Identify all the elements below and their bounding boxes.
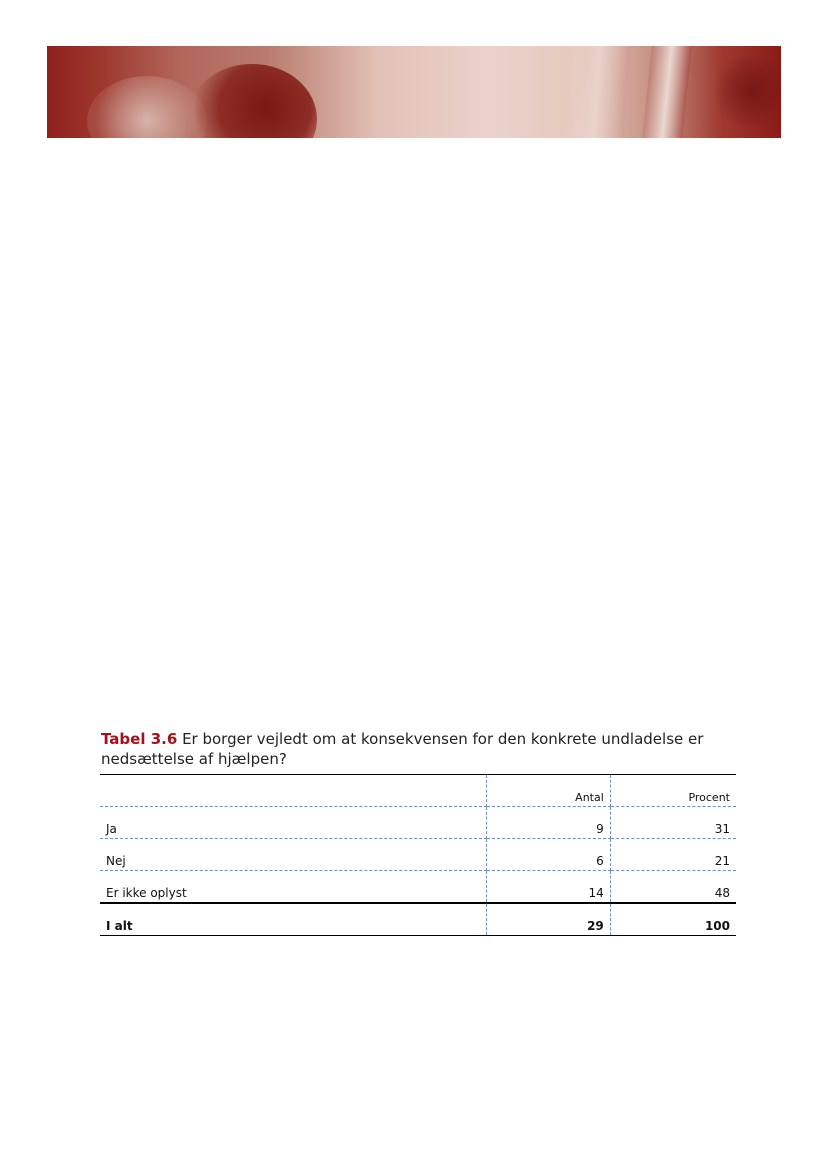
header-cell-procent: Procent [610, 775, 736, 807]
table-row [100, 871, 736, 904]
table-caption [101, 729, 741, 769]
header-cell-label [100, 775, 486, 807]
row-label: Nej [100, 839, 486, 871]
table-number: Tabel 3.6 [101, 730, 178, 748]
total-procent: 100 [610, 903, 736, 936]
table-row [100, 839, 736, 871]
header-banner-image [47, 46, 781, 138]
table-title: Er borger vejledt om at konsekvensen for den konkrete undladelse er nedsættelse af hjælpen? [101, 730, 704, 768]
table-row [100, 807, 736, 839]
total-antal: 29 [486, 903, 610, 936]
header-cell-antal: Antal [486, 775, 610, 807]
row-antal: 14 [486, 871, 610, 904]
table-total-row [100, 903, 736, 936]
row-procent: 21 [610, 839, 736, 871]
row-label: Er ikke oplyst [100, 871, 486, 904]
data-table [100, 774, 736, 936]
row-antal: 6 [486, 839, 610, 871]
table-header-row [100, 775, 736, 807]
row-label: Ja [100, 807, 486, 839]
row-procent: 48 [610, 871, 736, 904]
row-procent: 31 [610, 807, 736, 839]
row-antal: 9 [486, 807, 610, 839]
total-label: I alt [100, 903, 486, 936]
